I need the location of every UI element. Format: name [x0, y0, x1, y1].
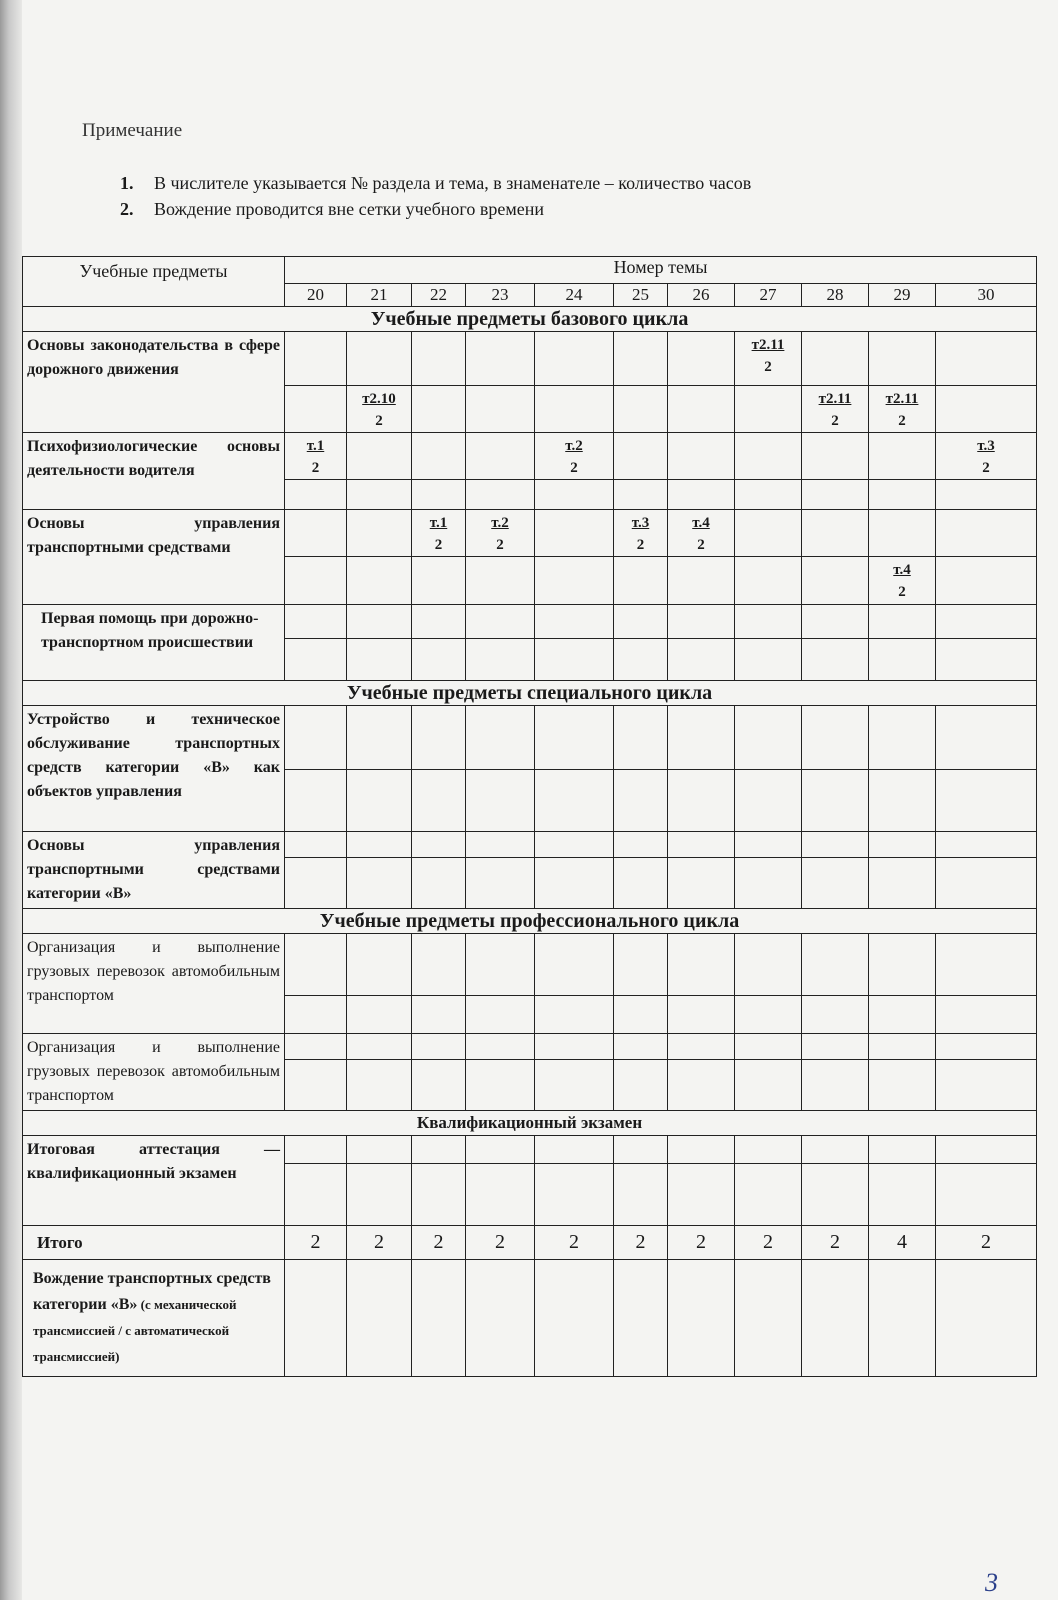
page-number: 3: [985, 1568, 998, 1597]
note-item-1: 1. В числителе указывается № раздела и тема, в знаменателе – количество часов: [120, 173, 752, 193]
section-professional-title: Учебные предметы профессионального цикла: [23, 909, 1037, 934]
total-30: 2: [936, 1226, 1037, 1260]
cargo2-row-1: [23, 1034, 1037, 1060]
col-28: 28: [802, 284, 869, 307]
driving-row: [23, 1260, 1037, 1377]
total-22: 2: [412, 1226, 466, 1260]
cell-law-28: т2.11 2: [802, 386, 869, 433]
total-24: 2: [535, 1226, 614, 1260]
note-list: [120, 170, 751, 222]
total-20: 2: [285, 1226, 347, 1260]
subject-driving: Вождение транспортных средств категории «В» (с механической трансмиссией / с автоматической трансмиссией): [23, 1260, 285, 1377]
total-29: 4: [869, 1226, 936, 1260]
total-label: Итого: [23, 1226, 285, 1260]
subject-law: Основы законодательства в сфере дорожного движения: [23, 332, 285, 433]
cell-psy-24: т.2 2: [535, 433, 614, 480]
cell-law-21: т2.10 2: [347, 386, 412, 433]
section-special-row: [23, 681, 1037, 706]
subject-firstaid: Первая помощь при дорожно-транспортном происшествии: [23, 605, 285, 681]
col-25: 25: [614, 284, 668, 307]
subject-final: Итоговая аттестация — квалификационный экзамен: [23, 1136, 285, 1226]
cell-ctl-26: т.4 2: [668, 510, 735, 557]
psy-row-1: [23, 433, 1037, 480]
cell-ctl-23: т.2 2: [466, 510, 535, 557]
col-20: 20: [285, 284, 347, 307]
section-base-row: [23, 307, 1037, 332]
cell-ctl-22: т.1 2: [412, 510, 466, 557]
section-exam-title: Квалификационный экзамен: [23, 1111, 1037, 1136]
subject-control: Основы управления транспортными средствами: [23, 510, 285, 605]
subject-cargo-2: Организация и выполнение грузовых перевозок автомобильным транспортом: [23, 1034, 285, 1111]
subject-controlB: Основы управления транспортными средствами категории «В»: [23, 832, 285, 909]
col-26: 26: [668, 284, 735, 307]
device-row-1: [23, 706, 1037, 770]
cell-ctl-25: т.3 2: [614, 510, 668, 557]
schedule-table: [22, 256, 1037, 1377]
total-row: [23, 1226, 1037, 1260]
subject-psy: Психофизиологические основы деятельности водителя: [23, 433, 285, 510]
col-30: 30: [936, 284, 1037, 307]
final-row-1: [23, 1136, 1037, 1164]
subject-cargo-1: Организация и выполнение грузовых перевозок автомобильным транспортом: [23, 934, 285, 1034]
col-22: 22: [412, 284, 466, 307]
note-item-2: 2. Вождение проводится вне сетки учебного времени: [120, 199, 544, 219]
control-row-1: [23, 510, 1037, 557]
subjects-header: Учебные предметы: [23, 257, 285, 307]
cell-law-29: т2.11 2: [869, 386, 936, 433]
section-special-title: Учебные предметы специального цикла: [23, 681, 1037, 706]
cell-psy-30: т.3 2: [936, 433, 1037, 480]
col-21: 21: [347, 284, 412, 307]
firstaid-row-1: [23, 605, 1037, 639]
col-27: 27: [735, 284, 802, 307]
total-28: 2: [802, 1226, 869, 1260]
header-row: [23, 257, 1037, 284]
cell-psy-20: т.1 2: [285, 433, 347, 480]
total-21: 2: [347, 1226, 412, 1260]
total-25: 2: [614, 1226, 668, 1260]
topic-number-header: Номер темы: [285, 257, 1037, 284]
section-professional-row: [23, 909, 1037, 934]
controlB-row-1: [23, 832, 1037, 858]
section-base-title: Учебные предметы базового цикла: [23, 307, 1037, 332]
subject-device: Устройство и техническое обслуживание транспортных средств категории «В» как объектов управления: [23, 706, 285, 832]
page-edge-shadow: [0, 0, 22, 1600]
note-title: Примечание: [82, 120, 183, 141]
section-exam-row: [23, 1111, 1037, 1136]
cargo1-row-1: [23, 934, 1037, 996]
col-23: 23: [466, 284, 535, 307]
col-29: 29: [869, 284, 936, 307]
cell-ctl-29: т.4 2: [869, 557, 936, 605]
total-26: 2: [668, 1226, 735, 1260]
law-row-1: [23, 332, 1037, 386]
col-24: 24: [535, 284, 614, 307]
total-27: 2: [735, 1226, 802, 1260]
total-23: 2: [466, 1226, 535, 1260]
cell-law-27: т2.11 2: [735, 332, 802, 386]
